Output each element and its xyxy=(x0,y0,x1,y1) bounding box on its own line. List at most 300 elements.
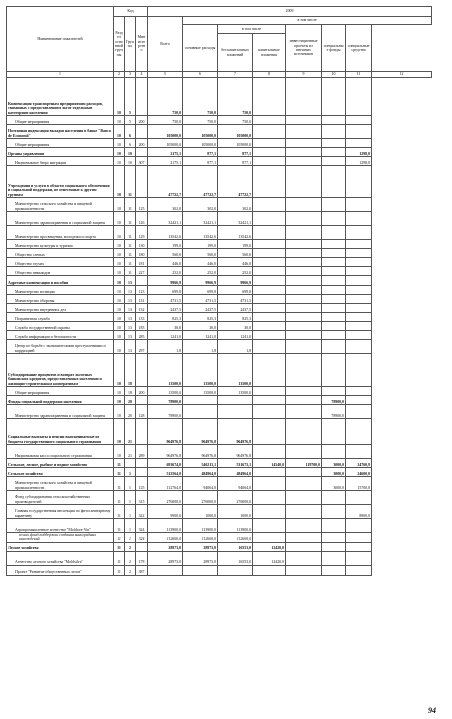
value-cell: 252,0 xyxy=(183,267,218,276)
value-cell: 252,0 xyxy=(218,267,253,276)
code-cell: 6 xyxy=(125,139,136,148)
code-cell: 297 xyxy=(136,340,148,354)
code-cell: 10 xyxy=(114,212,125,226)
value-cell: 825,3 xyxy=(148,313,183,322)
code-cell: 131 xyxy=(136,295,148,304)
value-cell: 199,0 xyxy=(218,240,253,249)
value-cell xyxy=(253,166,286,198)
code-cell: 1 xyxy=(125,477,136,491)
value-cell: 9900,0 xyxy=(148,505,183,519)
value-cell: 16553,0 xyxy=(218,542,253,551)
row-name: Компенсация транспортным предприятиям расходов, связанных с предоставлением льгот отдельным категориям населения xyxy=(7,78,114,116)
code-cell: 11 xyxy=(114,477,125,491)
value-cell xyxy=(346,340,372,354)
value-cell: 32421,1 xyxy=(218,212,253,226)
code-cell: 315 xyxy=(136,491,148,505)
page-number: 94 xyxy=(428,706,436,715)
value-cell: 112600,0 xyxy=(183,533,218,543)
value-cell: 484964,0 xyxy=(218,468,253,477)
table-row xyxy=(7,419,432,445)
row-name: Пограничная служба xyxy=(7,313,114,322)
value-cell xyxy=(346,125,372,139)
value-cell: 1000,0 xyxy=(183,505,218,519)
value-cell: 964976,8 xyxy=(183,419,218,445)
value-cell: 3000,0 xyxy=(322,459,346,468)
code-cell: 123 xyxy=(136,286,148,295)
value-cell: 13500,0 xyxy=(148,387,183,396)
value-cell: 13542,6 xyxy=(218,226,253,240)
table-row xyxy=(7,267,432,276)
header-spec-sredstva: специальные средства xyxy=(346,25,372,72)
value-cell xyxy=(346,519,372,533)
table-row xyxy=(7,405,432,419)
value-cell xyxy=(218,405,253,419)
code-cell xyxy=(136,148,148,157)
code-cell: 10 xyxy=(114,78,125,116)
code-cell: 10 xyxy=(114,258,125,267)
value-cell xyxy=(322,387,346,396)
header-kod: Код xyxy=(114,7,148,17)
value-cell: 13500,0 xyxy=(183,354,218,387)
value-cell xyxy=(286,565,322,575)
value-cell xyxy=(253,295,286,304)
value-cell xyxy=(322,125,346,139)
value-cell xyxy=(322,139,346,148)
value-cell: 4731,5 xyxy=(148,295,183,304)
value-cell xyxy=(346,226,372,240)
value-cell: 302,0 xyxy=(218,198,253,212)
value-cell: 302,0 xyxy=(148,198,183,212)
table-row xyxy=(7,304,432,313)
value-cell xyxy=(253,125,286,139)
value-cell xyxy=(322,148,346,157)
value-cell: 512564,0 xyxy=(148,468,183,477)
table-row xyxy=(7,226,432,240)
code-cell: 324 xyxy=(136,533,148,543)
value-cell xyxy=(253,212,286,226)
value-cell xyxy=(322,166,346,198)
value-cell xyxy=(346,354,372,387)
value-cell: 964976,8 xyxy=(218,445,253,459)
value-cell xyxy=(346,116,372,125)
value-cell xyxy=(253,267,286,276)
code-cell: 13 xyxy=(125,322,136,331)
code-cell: 130 xyxy=(136,240,148,249)
row-name: Сельское хозяйство xyxy=(7,468,114,477)
value-cell xyxy=(346,445,372,459)
code-cell: 11 xyxy=(125,198,136,212)
value-cell: 28973,0 xyxy=(148,551,183,565)
value-cell xyxy=(286,542,322,551)
code-cell xyxy=(136,468,148,477)
value-cell: 1,8 xyxy=(218,340,253,354)
code-cell: 178 xyxy=(136,551,148,565)
code-cell: 10 xyxy=(114,276,125,286)
header-bez-kap: без капитальных вложений xyxy=(218,34,253,72)
value-cell xyxy=(253,340,286,354)
value-cell xyxy=(286,405,322,419)
value-cell: 28973,0 xyxy=(148,542,183,551)
row-name: Министерство обороны xyxy=(7,295,114,304)
row-name: Национальная касса социального страхования xyxy=(7,445,114,459)
code-cell: 200 xyxy=(136,139,148,148)
column-number: 1 xyxy=(7,72,114,78)
header-invest: инвестиционные проекты из внешних источников xyxy=(286,25,322,72)
code-cell: 10 xyxy=(114,157,125,166)
value-cell xyxy=(183,405,218,419)
value-cell xyxy=(253,116,286,125)
value-cell xyxy=(322,542,346,551)
value-cell: 13500,0 xyxy=(218,387,253,396)
value-cell: 3000,0 xyxy=(322,468,346,477)
value-cell: 12420,0 xyxy=(253,542,286,551)
table-row xyxy=(7,116,432,125)
value-cell xyxy=(346,405,372,419)
code-cell: 387 xyxy=(136,565,148,575)
header-name: Наименование показателей xyxy=(7,7,114,72)
value-cell xyxy=(322,78,346,116)
value-cell xyxy=(322,445,346,459)
code-cell: 11 xyxy=(125,240,136,249)
value-cell: 47722,7 xyxy=(218,166,253,198)
row-name: Субсидирование процентов и возврат льготных банковских кредитов, предоставленных населению и жилищно-строительным кооперативам xyxy=(7,354,114,387)
code-cell: 10 xyxy=(114,226,125,240)
table-row xyxy=(7,340,432,354)
code-cell: 10 xyxy=(125,148,136,157)
header-minister: Министерство xyxy=(136,17,148,72)
code-cell: 5 xyxy=(125,78,136,116)
value-cell: 105000,0 xyxy=(218,125,253,139)
row-name: Министерство просвещения, молодежи и спорта xyxy=(7,226,114,240)
value-cell xyxy=(322,226,346,240)
value-cell xyxy=(286,157,322,166)
value-cell: 699,8 xyxy=(148,286,183,295)
header-kap-vl: капитальные вложения xyxy=(253,34,286,72)
column-number: 4 xyxy=(136,72,148,78)
row-name: Центр по борьбе с экономическими преступлениями и коррупцией xyxy=(7,340,114,354)
table-row xyxy=(7,249,432,258)
row-name: Служба информации и безопасности xyxy=(7,331,114,340)
table-row xyxy=(7,313,432,322)
value-cell xyxy=(322,295,346,304)
value-cell xyxy=(286,240,322,249)
value-cell xyxy=(322,505,346,519)
value-cell: 14540,0 xyxy=(253,459,286,468)
code-cell: 13 xyxy=(125,286,136,295)
value-cell: 877,1 xyxy=(183,157,218,166)
value-cell: 13542,6 xyxy=(148,226,183,240)
code-cell: 6 xyxy=(125,125,136,139)
code-cell: 11 xyxy=(125,226,136,240)
code-cell: 11 xyxy=(114,551,125,565)
table-row xyxy=(7,542,432,551)
column-number: 7 xyxy=(218,72,253,78)
value-cell xyxy=(346,258,372,267)
value-cell xyxy=(286,304,322,313)
row-name: Министерство здравоохранения и социальной защиты xyxy=(7,212,114,226)
code-cell: 13 xyxy=(125,295,136,304)
code-cell: 10 xyxy=(114,249,125,258)
table-row xyxy=(7,148,432,157)
value-cell xyxy=(253,491,286,505)
value-cell: 1241,0 xyxy=(148,331,183,340)
value-cell: 877,1 xyxy=(183,148,218,157)
value-cell: 24760,9 xyxy=(346,459,372,468)
value-cell xyxy=(346,396,372,405)
value-cell: 105000,0 xyxy=(183,139,218,148)
code-cell: 11 xyxy=(114,491,125,505)
code-cell: 11 xyxy=(114,542,125,551)
value-cell xyxy=(346,304,372,313)
value-cell xyxy=(346,295,372,304)
value-cell xyxy=(322,565,346,575)
value-cell: 276000,0 xyxy=(148,491,183,505)
value-cell xyxy=(346,419,372,445)
code-cell: 2 xyxy=(125,551,136,565)
header-v-tom-chisle-2: в том числе xyxy=(218,25,286,34)
value-cell xyxy=(322,249,346,258)
table-row xyxy=(7,505,432,519)
value-cell: 199,0 xyxy=(148,240,183,249)
value-cell: 9966,9 xyxy=(183,276,218,286)
budget-table xyxy=(6,6,432,576)
table-row xyxy=(7,78,432,116)
row-name: Проект "Развитие общественных лесов" xyxy=(7,565,114,575)
value-cell xyxy=(286,396,322,405)
value-cell: 47722,7 xyxy=(148,166,183,198)
value-cell xyxy=(322,419,346,445)
value-cell: 47722,7 xyxy=(183,166,218,198)
value-cell: 1241,0 xyxy=(183,331,218,340)
code-cell: 10 xyxy=(114,125,125,139)
code-cell: 5 xyxy=(125,116,136,125)
code-cell: 132 xyxy=(136,304,148,313)
value-cell: 12420,0 xyxy=(253,551,286,565)
value-cell xyxy=(286,125,322,139)
table-row xyxy=(7,491,432,505)
column-number: 5 xyxy=(148,72,183,78)
code-cell: 2 xyxy=(125,565,136,575)
code-cell: 1 xyxy=(125,533,136,543)
value-cell xyxy=(253,533,286,543)
row-name: Фонды социальной поддержки населения xyxy=(7,396,114,405)
value-cell: 113900,0 xyxy=(148,519,183,533)
value-cell xyxy=(253,148,286,157)
value-cell xyxy=(286,212,322,226)
value-cell xyxy=(253,258,286,267)
value-cell xyxy=(286,78,322,116)
value-cell xyxy=(322,491,346,505)
value-cell xyxy=(346,212,372,226)
value-cell xyxy=(322,533,346,543)
code-cell: 1 xyxy=(125,468,136,477)
table-row xyxy=(7,565,432,575)
value-cell xyxy=(286,387,322,396)
table-row xyxy=(7,459,432,468)
code-cell: 10 xyxy=(114,445,125,459)
value-cell xyxy=(286,313,322,322)
code-cell: 285 xyxy=(136,331,148,340)
value-cell: 3000,0 xyxy=(322,477,346,491)
code-cell: 21 xyxy=(125,445,136,459)
value-cell: 750,0 xyxy=(148,78,183,116)
value-cell: 78900,0 xyxy=(148,396,183,405)
value-cell: 560,0 xyxy=(148,249,183,258)
code-cell: 18 xyxy=(125,387,136,396)
value-cell xyxy=(322,286,346,295)
row-name: Национальное бюро миграции xyxy=(7,157,114,166)
header-vsego: Всего xyxy=(148,17,183,72)
table-row xyxy=(7,286,432,295)
value-cell xyxy=(346,249,372,258)
value-cell: 750,0 xyxy=(183,78,218,116)
value-cell: 446,0 xyxy=(148,258,183,267)
value-cell xyxy=(183,565,218,575)
value-cell xyxy=(253,477,286,491)
code-cell: 10 xyxy=(114,387,125,396)
value-cell: 112600,0 xyxy=(148,533,183,543)
value-cell xyxy=(286,148,322,157)
value-cell: 877,1 xyxy=(218,148,253,157)
value-cell: 94064,0 xyxy=(218,477,253,491)
value-cell xyxy=(253,286,286,295)
value-cell: 113900,0 xyxy=(218,519,253,533)
value-cell xyxy=(346,387,372,396)
code-cell: 11 xyxy=(114,533,125,543)
code-cell: 10 xyxy=(114,198,125,212)
table-row xyxy=(7,240,432,249)
code-cell: 13 xyxy=(125,276,136,286)
code-cell: 10 xyxy=(114,340,125,354)
column-number: 2 xyxy=(114,72,125,78)
value-cell: 750,0 xyxy=(183,116,218,125)
row-name: Агропромышленное агентство "Moldova-Vin" xyxy=(7,519,114,533)
value-cell xyxy=(286,340,322,354)
value-cell xyxy=(322,313,346,322)
code-cell: 180 xyxy=(136,249,148,258)
code-cell: 13 xyxy=(125,331,136,340)
value-cell xyxy=(253,249,286,258)
value-cell xyxy=(253,322,286,331)
row-name: Агентство лесного хозяйства "Moldsilva" xyxy=(7,551,114,565)
value-cell: 105000,0 xyxy=(218,139,253,148)
code-cell: 10 xyxy=(114,267,125,276)
code-cell: 1 xyxy=(125,505,136,519)
row-name: Главная государственная инспекция по фитосанитарному карантину xyxy=(7,505,114,519)
column-number: 6 xyxy=(183,72,218,78)
table-row xyxy=(7,387,432,396)
value-cell: 2437,5 xyxy=(183,304,218,313)
code-cell: 10 xyxy=(114,240,125,249)
value-cell: 2437,5 xyxy=(218,304,253,313)
value-cell xyxy=(286,166,322,198)
row-name: Сельское, лесное, рыбное и водное хозяйство xyxy=(7,459,114,468)
value-cell xyxy=(322,304,346,313)
value-cell: 112600,0 xyxy=(218,533,253,543)
code-cell: 1 xyxy=(125,519,136,533)
code-cell: 11 xyxy=(125,212,136,226)
code-cell: 10 xyxy=(114,304,125,313)
value-cell: 750,0 xyxy=(218,78,253,116)
row-name: Министерство сельского хозяйства и пищевой промышленности xyxy=(7,477,114,491)
value-cell: 16553,0 xyxy=(218,551,253,565)
code-cell: 10 xyxy=(114,166,125,198)
code-cell xyxy=(136,542,148,551)
code-cell xyxy=(136,166,148,198)
value-cell xyxy=(286,258,322,267)
value-cell xyxy=(286,198,322,212)
row-name: Адресные компенсации и пособия xyxy=(7,276,114,286)
value-cell xyxy=(253,396,286,405)
code-cell: 10 xyxy=(114,322,125,331)
header-v-tom-chisle: в том числе xyxy=(183,17,432,25)
table-row xyxy=(7,396,432,405)
code-cell: 2 xyxy=(125,542,136,551)
value-cell xyxy=(322,267,346,276)
code-cell: 125 xyxy=(136,477,148,491)
value-cell: 699,8 xyxy=(183,286,218,295)
value-cell: 112764,0 xyxy=(148,477,183,491)
code-cell: 1 xyxy=(125,491,136,505)
code-cell: 10 xyxy=(114,354,125,387)
code-cell: 322 xyxy=(136,505,148,519)
row-name: из них фонд поддержки создания виноградных насаждений xyxy=(7,533,114,543)
value-cell: 13542,6 xyxy=(183,226,218,240)
value-cell xyxy=(286,419,322,445)
code-cell: 13 xyxy=(125,313,136,322)
value-cell: 119700,0 xyxy=(286,459,322,468)
value-cell xyxy=(322,331,346,340)
value-cell: 2175,1 xyxy=(148,148,183,157)
column-number: 9 xyxy=(286,72,322,78)
value-cell xyxy=(286,468,322,477)
table-row xyxy=(7,125,432,139)
value-cell xyxy=(286,477,322,491)
code-cell: 21 xyxy=(125,419,136,445)
table-row xyxy=(7,198,432,212)
value-cell xyxy=(253,313,286,322)
code-cell: 10 xyxy=(125,157,136,166)
value-cell: 446,0 xyxy=(183,258,218,267)
value-cell: 446,0 xyxy=(218,258,253,267)
value-cell xyxy=(346,533,372,543)
value-cell: 105000,0 xyxy=(183,125,218,139)
value-cell xyxy=(253,419,286,445)
value-cell xyxy=(286,139,322,148)
table-row xyxy=(7,533,432,543)
value-cell xyxy=(253,139,286,148)
value-cell xyxy=(286,533,322,543)
code-cell: 128 xyxy=(136,405,148,419)
table-row xyxy=(7,519,432,533)
value-cell: 276000,0 xyxy=(218,491,253,505)
value-cell: 30,0 xyxy=(183,322,218,331)
code-cell: 183 xyxy=(136,322,148,331)
code-cell: 13 xyxy=(125,340,136,354)
value-cell xyxy=(346,240,372,249)
code-cell: 10 xyxy=(114,313,125,322)
value-cell xyxy=(322,354,346,387)
value-cell xyxy=(253,505,286,519)
table-row xyxy=(7,212,432,226)
code-cell xyxy=(125,459,136,468)
value-cell xyxy=(286,519,322,533)
value-cell: 94064,0 xyxy=(183,477,218,491)
value-cell xyxy=(253,78,286,116)
row-name: Министерство внутренних дел xyxy=(7,304,114,313)
value-cell: 825,3 xyxy=(183,313,218,322)
code-cell: 11 xyxy=(125,258,136,267)
